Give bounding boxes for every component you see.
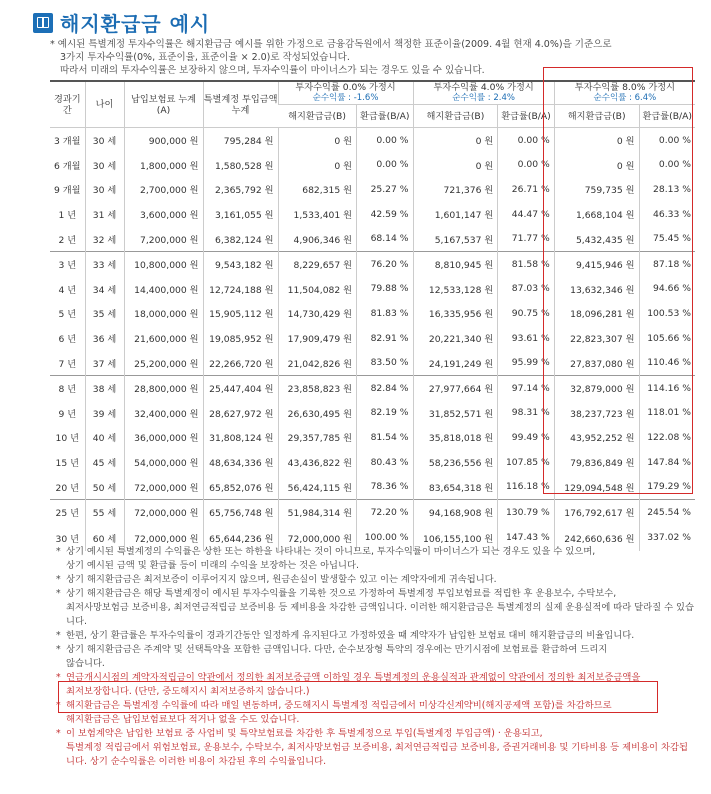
cell-period: 6 년 [58, 334, 77, 346]
cell-premium: 7,200,000 원 [124, 226, 203, 251]
cell-age: 31 세 [85, 202, 124, 227]
cell-special: 48,634,336 원 [203, 450, 278, 475]
header-refund: 해지환급금(B) [278, 105, 357, 128]
cell-refund-3: 13,632,346 원 [554, 277, 639, 302]
cell-refund-1: 0 원 [278, 128, 357, 153]
cell-rate-3: 75.45 % [639, 226, 695, 251]
intro-line: 3가지 투자수익률(0%, 표준이율, 표준이율 × 2.0)로 작성되었습니다. [60, 52, 350, 63]
cell-period: 10 년 [55, 433, 80, 445]
page-title-text: 해지환급금 예시 [60, 12, 211, 36]
cell-rate-3: 94.66 % [639, 277, 695, 302]
header-scenario-2 [413, 81, 554, 105]
cell-period: 4 년 [58, 284, 77, 296]
intro-line: 따라서 미래의 투자수익률은 보장하지 않으며, 투자수익률이 마이너스가 되는 경우도 있을 수 있습니다. [60, 65, 485, 76]
cell-special: 9,543,182 원 [203, 251, 278, 276]
cell-rate-1: 68.14 % [357, 226, 413, 251]
cell-special: 22,266,720 원 [203, 350, 278, 375]
cell-premium: 72,000,000 원 [124, 525, 203, 551]
cell-premium: 28,800,000 원 [124, 375, 203, 400]
cell-refund-2: 20,221,340 원 [413, 326, 498, 351]
cell-period: 3 년 [50, 251, 85, 276]
note-text: 상기 해지환급금은 최저보증이 이루어지지 않으며, 원금손실이 발생할수 있고 이는 계약자에게 귀속됩니다. [66, 574, 497, 585]
cell-rate-1: 42.59 % [357, 202, 413, 227]
cell-rate-2: 26.71 % [498, 177, 554, 202]
note-continuation: 상기 예시된 금액 및 환급률 등이 미래의 수익을 보장하는 것은 아닙니다. [66, 560, 359, 571]
header-refund: 해지환급금(B) [554, 105, 639, 128]
note-text: 상기 해지환급금은 주계약 및 선택특약을 포함한 금액입니다. 다만, 순수보장형 특약의 경우에는 만기시점에 보험료를 환급하여 드리지 [66, 644, 608, 655]
cell-refund-2: 0 원 [413, 153, 498, 178]
cell-rate-2: 71.77 % [498, 226, 554, 251]
cell-premium: 10,800,000 원 [124, 251, 203, 276]
book-icon [33, 13, 53, 33]
scenario-3-title: 투자수익률 8.0% 가정시 [574, 82, 675, 93]
cell-period: 7 년 [58, 358, 77, 370]
header-scenario-1 [278, 81, 413, 105]
cell-period: 9 개월 [54, 185, 81, 197]
scenario-1-sub: 순수익률 : -1.6% [312, 93, 379, 103]
cell-refund-2: 83,654,318 원 [413, 474, 498, 499]
cell-premium: 18,000,000 원 [124, 301, 203, 326]
cell-age: 33 세 [85, 251, 124, 276]
cell-refund-1: 1,533,401 원 [278, 202, 357, 227]
cell-age: 38 세 [85, 375, 124, 400]
scenario-3-sub: 순수익률 : 6.4% [593, 93, 657, 103]
note-text: 한편, 상기 환급률은 투자수익률이 경과기간동안 일정하게 유지된다고 가정하였을 때 계약자가 납입한 보험료 대비 해지환급금의 비율입니다. [66, 630, 635, 641]
cell-special: 31,808,124 원 [203, 425, 278, 450]
cell-special: 6,382,124 원 [203, 226, 278, 251]
cell-refund-1: 4,906,346 원 [278, 226, 357, 251]
cell-period: 3 개월 [54, 136, 81, 148]
cell-rate-2: 87.03 % [498, 277, 554, 302]
header-special: 특별계정 투입금액 누계 [203, 81, 278, 128]
cell-period: 2 년 [58, 234, 77, 246]
cell-refund-3: 22,823,307 원 [554, 326, 639, 351]
cell-refund-3: 129,094,548 원 [554, 474, 639, 499]
cell-rate-3: 46.33 % [639, 202, 695, 227]
cell-refund-3: 759,735 원 [554, 177, 639, 202]
cell-refund-3: 79,836,849 원 [554, 450, 639, 475]
cell-special: 65,756,748 원 [203, 499, 278, 524]
cell-rate-1: 82.19 % [357, 401, 413, 426]
cell-rate-2: 99.49 % [498, 425, 554, 450]
cell-rate-1: 78.36 % [357, 474, 413, 499]
cell-refund-2: 721,376 원 [413, 177, 498, 202]
cell-refund-3: 43,952,252 원 [554, 425, 639, 450]
cell-age: 35 세 [85, 301, 124, 326]
cell-refund-1: 17,909,479 원 [278, 326, 357, 351]
cell-period: 8 년 [50, 375, 85, 400]
cell-rate-2: 95.99 % [498, 350, 554, 375]
cell-premium: 54,000,000 원 [124, 450, 203, 475]
cell-refund-1: 43,436,822 원 [278, 450, 357, 475]
cell-age: 60 세 [85, 525, 124, 551]
note-text: 상기 해지환급금은 해당 특별계정이 예시된 투자수익률을 기록한 것으로 가정하여 특별계정 투입보험료를 적립한 후 운용보수, 수탁보수, [66, 588, 617, 599]
note-item [56, 727, 696, 769]
cell-period: 20 년 [55, 482, 80, 494]
cell-age: 45 세 [85, 450, 124, 475]
cell-refund-2: 58,236,556 원 [413, 450, 498, 475]
cell-refund-2: 24,191,249 원 [413, 350, 498, 375]
cell-premium: 72,000,000 원 [124, 474, 203, 499]
header-premium: 납입보험료 누계(A) [124, 81, 203, 128]
cell-premium: 3,600,000 원 [124, 202, 203, 227]
cell-special: 2,365,792 원 [203, 177, 278, 202]
cell-refund-3: 0 원 [554, 153, 639, 178]
note-item [56, 573, 696, 587]
cell-refund-2: 16,335,956 원 [413, 301, 498, 326]
cell-rate-1: 79.88 % [357, 277, 413, 302]
highlight-box-guarantee-note [58, 681, 658, 713]
cell-rate-2: 44.47 % [498, 202, 554, 227]
cell-refund-1: 8,229,657 원 [278, 251, 357, 276]
header-period: 경과기간 [50, 81, 85, 128]
cell-premium: 14,400,000 원 [124, 277, 203, 302]
cell-special: 1,580,528 원 [203, 153, 278, 178]
cell-rate-3: 110.46 % [639, 350, 695, 375]
cell-rate-3: 28.13 % [639, 177, 695, 202]
table-row [50, 499, 695, 524]
cell-special: 795,284 원 [203, 128, 278, 153]
cell-refund-1: 72,000,000 원 [278, 525, 357, 551]
header-age: 나이 [85, 81, 124, 128]
cell-rate-3: 337.02 % [639, 525, 695, 551]
header-refund: 해지환급금(B) [413, 105, 498, 128]
cell-rate-1: 100.00 % [357, 525, 413, 551]
header-rate: 환급률(B/A) [357, 105, 413, 128]
note-continuation: 최저사망보험금 보증비용, 최저연금적립금 보증비용 등 제비용을 차감한 금액입니다. 이러한 해지환급금은 특별계정의 실제 운용실적에 따라 달라질 수 있습니다. [66, 602, 694, 627]
cell-refund-1: 21,042,826 원 [278, 350, 357, 375]
cell-special: 65,852,076 원 [203, 474, 278, 499]
cell-age: 55 세 [85, 499, 124, 524]
cell-refund-1: 26,630,495 원 [278, 401, 357, 426]
cell-rate-1: 82.84 % [357, 375, 413, 400]
cell-period: 5 년 [58, 309, 77, 321]
cell-rate-1: 76.20 % [357, 251, 413, 276]
scenario-1-title: 투자수익률 0.0% 가정시 [295, 82, 396, 93]
cell-refund-2: 94,168,908 원 [413, 499, 498, 524]
cell-refund-2: 31,852,571 원 [413, 401, 498, 426]
cell-refund-2: 0 원 [413, 128, 498, 153]
cell-rate-2: 93.61 % [498, 326, 554, 351]
cell-rate-2: 81.58 % [498, 251, 554, 276]
cell-refund-3: 18,096,281 원 [554, 301, 639, 326]
cell-refund-3: 5,432,435 원 [554, 226, 639, 251]
cell-refund-2: 5,167,537 원 [413, 226, 498, 251]
cell-premium: 1,800,000 원 [124, 153, 203, 178]
cell-premium: 21,600,000 원 [124, 326, 203, 351]
cell-rate-1: 81.83 % [357, 301, 413, 326]
cell-refund-1: 29,357,785 원 [278, 425, 357, 450]
cell-age: 30 세 [85, 153, 124, 178]
cell-period: 6 개월 [54, 160, 81, 172]
cell-refund-1: 0 원 [278, 153, 357, 178]
cell-refund-3: 32,879,000 원 [554, 375, 639, 400]
cell-rate-3: 87.18 % [639, 251, 695, 276]
note-text: 해지환급금은 특별계정 수익률에 따라 매일 변동하며, 중도해지시 특별계정 적립금에서 미상각신계약비(해지공제액 포함)를 차감하므로 [66, 700, 612, 711]
cell-period: 25 년 [50, 499, 85, 524]
cell-rate-3: 0.00 % [639, 153, 695, 178]
cell-special: 12,724,188 원 [203, 277, 278, 302]
highlight-box-scenario-3 [543, 67, 693, 494]
cell-special: 3,161,055 원 [203, 202, 278, 227]
cell-premium: 32,400,000 원 [124, 401, 203, 426]
intro-line: * 예시된 특별계정 투자수익률은 해지환급금 예시를 위한 가정으로 금융감독원에서 책정한 표준이율(2009. 4월 현재 4.0%)을 기준으로 [50, 39, 612, 50]
cell-refund-3: 242,660,636 원 [554, 525, 639, 551]
cell-rate-2: 116.18 % [498, 474, 554, 499]
cell-age: 36 세 [85, 326, 124, 351]
page-title [33, 8, 210, 37]
note-continuation: 최저보장합니다. (단만, 중도해지시 최저보증하지 않습니다.) [66, 686, 310, 697]
cell-rate-1: 72.20 % [357, 499, 413, 524]
cell-age: 40 세 [85, 425, 124, 450]
cell-rate-1: 81.54 % [357, 425, 413, 450]
cell-rate-3: 0.00 % [639, 128, 695, 153]
note-item [56, 587, 696, 629]
cell-refund-3: 0 원 [554, 128, 639, 153]
cell-rate-1: 25.27 % [357, 177, 413, 202]
cell-refund-2: 12,533,128 원 [413, 277, 498, 302]
cell-period: 15 년 [55, 458, 80, 470]
cell-refund-3: 1,668,104 원 [554, 202, 639, 227]
cell-premium: 900,000 원 [124, 128, 203, 153]
cell-rate-1: 82.91 % [357, 326, 413, 351]
cell-refund-1: 682,315 원 [278, 177, 357, 202]
cell-period: 1 년 [58, 210, 77, 222]
cell-rate-2: 0.00 % [498, 128, 554, 153]
cell-rate-2: 90.75 % [498, 301, 554, 326]
cell-refund-3: 9,415,946 원 [554, 251, 639, 276]
cell-rate-2: 98.31 % [498, 401, 554, 426]
cell-age: 37 세 [85, 350, 124, 375]
cell-refund-2: 1,601,147 원 [413, 202, 498, 227]
cell-age: 50 세 [85, 474, 124, 499]
cell-age: 39 세 [85, 401, 124, 426]
scenario-2-sub: 순수익률 : 2.4% [452, 93, 515, 103]
cell-rate-3: 147.84 % [639, 450, 695, 475]
cell-refund-2: 35,818,018 원 [413, 425, 498, 450]
cell-refund-2: 27,977,664 원 [413, 375, 498, 400]
cell-rate-2: 107.85 % [498, 450, 554, 475]
note-item [56, 643, 696, 671]
header-rate: 환급률(B/A) [498, 105, 554, 128]
cell-premium: 72,000,000 원 [124, 499, 203, 524]
scenario-2-title: 투자수익률 4.0% 가정시 [433, 82, 534, 93]
cell-premium: 25,200,000 원 [124, 350, 203, 375]
cell-rate-2: 97.14 % [498, 375, 554, 400]
cell-rate-2: 0.00 % [498, 153, 554, 178]
cell-refund-3: 176,792,617 원 [554, 499, 639, 524]
note-continuation: 않습니다. [66, 658, 105, 669]
note-text: 상기 예시된 특별계정의 수익률은 상한 또는 하한을 나타내는 것이 아니므로, 투자수익률이 마이너스가 되는 경우도 있을 수 있으며, [66, 546, 596, 557]
cell-special: 25,447,404 원 [203, 375, 278, 400]
cell-rate-3: 122.08 % [639, 425, 695, 450]
note-continuation: 해지환급금은 납입보험료보다 적거나 없을 수도 있습니다. [66, 714, 300, 725]
cell-special: 65,644,236 원 [203, 525, 278, 551]
cell-rate-1: 83.50 % [357, 350, 413, 375]
cell-rate-3: 245.54 % [639, 499, 695, 524]
note-item [56, 545, 696, 573]
cell-rate-1: 0.00 % [357, 128, 413, 153]
cell-rate-3: 179.29 % [639, 474, 695, 499]
cell-rate-2: 147.43 % [498, 525, 554, 551]
cell-rate-1: 80.43 % [357, 450, 413, 475]
cell-special: 19,085,952 원 [203, 326, 278, 351]
cell-period: 9 년 [58, 408, 77, 420]
cell-refund-1: 11,504,082 원 [278, 277, 357, 302]
cell-rate-3: 114.16 % [639, 375, 695, 400]
cell-premium: 36,000,000 원 [124, 425, 203, 450]
note-text: 이 보험계약은 납입한 보험료 중 사업비 및 특약보험료를 차감한 후 특별계정으로 투입(특별계정 투입금액) · 운용되고, [66, 728, 543, 739]
cell-rate-1: 0.00 % [357, 153, 413, 178]
cell-rate-3: 118.01 % [639, 401, 695, 426]
cell-rate-3: 100.53 % [639, 301, 695, 326]
cell-refund-1: 56,424,115 원 [278, 474, 357, 499]
cell-special: 28,627,972 원 [203, 401, 278, 426]
cell-refund-2: 106,155,100 원 [413, 525, 498, 551]
notes [56, 545, 696, 769]
cell-premium: 2,700,000 원 [124, 177, 203, 202]
cell-refund-3: 27,837,080 원 [554, 350, 639, 375]
cell-refund-1: 23,858,823 원 [278, 375, 357, 400]
note-text: 연금개시시점의 계약자적립금이 약관에서 정의한 최저보증금액 이하일 경우 특별계정의 운용실적과 관계없이 약관에서 정의한 최저보증금액을 [66, 672, 641, 683]
cell-rate-2: 130.79 % [498, 499, 554, 524]
cell-refund-1: 51,984,314 원 [278, 499, 357, 524]
header-rate: 환급률(B/A) [639, 105, 695, 128]
cell-age: 32 세 [85, 226, 124, 251]
cell-refund-1: 14,730,429 원 [278, 301, 357, 326]
note-continuation: 특별계정 적립금에서 위험보험료, 운용보수, 수탁보수, 최저사망보험금 보증비용, 최저연금적립금 보증비용, 증권거래비용 및 기타비용 등 제비용이 차감됩니다. 상기 순수익률은 이러한 비용이 차감된 후의 수익률입니다. [66, 742, 688, 767]
cell-age: 34 세 [85, 277, 124, 302]
cell-age: 30 세 [85, 177, 124, 202]
cell-age: 30 세 [85, 128, 124, 153]
cell-refund-3: 38,237,723 원 [554, 401, 639, 426]
cell-special: 15,905,112 원 [203, 301, 278, 326]
cell-rate-3: 105.66 % [639, 326, 695, 351]
cell-refund-2: 8,810,945 원 [413, 251, 498, 276]
cell-period: 30 년 [55, 533, 80, 545]
note-item [56, 629, 696, 643]
